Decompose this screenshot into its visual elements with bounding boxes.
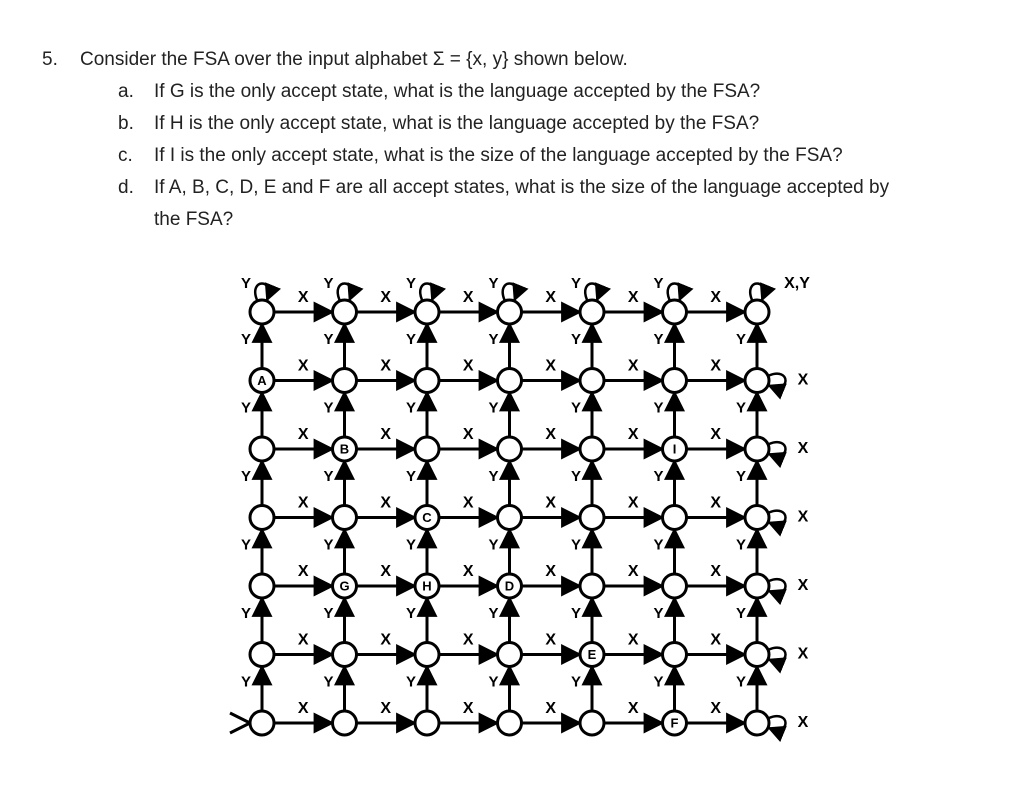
y-transition-label: Y (488, 468, 499, 486)
state (333, 643, 357, 667)
x-self-loop (769, 648, 786, 662)
x-transition-label: X (627, 631, 639, 649)
x-transition-label: X (627, 289, 639, 307)
y-transition-label: Y (323, 605, 334, 623)
x-self-loop-label: X (797, 645, 809, 663)
state (745, 643, 769, 667)
state-f (663, 711, 687, 735)
state (745, 300, 769, 324)
part-d-label: d. (118, 177, 134, 198)
x-transition-label: X (462, 357, 474, 375)
y-self-loop-label: Y (653, 274, 664, 292)
x-transition-label: X (710, 357, 722, 375)
y-transition-label: Y (653, 399, 664, 417)
x-transition-label: X (462, 700, 474, 718)
state (745, 711, 769, 735)
state-circle (250, 300, 274, 324)
y-transition-label: Y (488, 605, 499, 623)
x-self-loop-label: X (797, 508, 809, 526)
x-self-loop-label: X (797, 371, 809, 389)
state (745, 574, 769, 598)
y-self-loop-label: Y (323, 274, 334, 292)
y-transition-label: Y (405, 331, 417, 349)
state-circle (415, 369, 439, 393)
x-transition-label: X (710, 700, 722, 718)
state-circle (745, 300, 769, 324)
state-circle (333, 369, 357, 393)
question-number: 5. (42, 49, 58, 70)
state-circle (745, 574, 769, 598)
state (333, 506, 357, 530)
x-transition-label: X (627, 426, 639, 444)
state (415, 300, 439, 324)
state (745, 437, 769, 461)
part-b-text: If H is the only accept state, what is the language accepted by the FSA? (154, 113, 760, 134)
y-transition-label: Y (488, 331, 499, 349)
state-circle (663, 643, 687, 667)
state-e (580, 643, 604, 667)
state (250, 643, 274, 667)
x-transition-label: X (380, 563, 392, 581)
state-circle (580, 574, 604, 598)
x-self-loop (769, 511, 786, 525)
y-self-loop (668, 284, 682, 301)
y-transition-label: Y (405, 605, 417, 623)
x-transition-label: X (462, 494, 474, 512)
state-label: D (504, 578, 515, 594)
state-circle (663, 506, 687, 530)
part-a-text: If G is the only accept state, what is the language accepted by the FSA? (154, 81, 761, 102)
x-transition-label: X (297, 563, 309, 581)
state-circle (745, 711, 769, 735)
state-circle (745, 437, 769, 461)
state (498, 300, 522, 324)
x-transition-label: X (462, 631, 474, 649)
state-i (663, 437, 687, 461)
x-transition-label: X (710, 631, 722, 649)
state-circle (250, 437, 274, 461)
state (580, 506, 604, 530)
state-label: F (670, 715, 679, 731)
y-transition-label: Y (735, 673, 747, 691)
state-a (250, 369, 274, 393)
y-transition-label: Y (735, 468, 747, 486)
y-transition-label: Y (653, 605, 664, 623)
x-transition-label: X (545, 631, 557, 649)
transition-labels (241, 275, 810, 731)
state-circle (663, 300, 687, 324)
part-b-label: b. (118, 113, 134, 134)
y-self-loop (255, 284, 269, 301)
x-transition-label: X (380, 700, 392, 718)
y-transition-label: Y (405, 536, 417, 554)
state-label: H (422, 578, 432, 594)
state (745, 369, 769, 393)
y-transition-label: Y (240, 536, 252, 554)
question-intro: Consider the FSA over the input alphabet Σ = {x, y} shown below. (80, 49, 628, 70)
x-self-loop (769, 374, 786, 388)
state-circle (333, 711, 357, 735)
state (663, 506, 687, 530)
x-transition-label: X (297, 426, 309, 444)
state (580, 437, 604, 461)
x-self-loop (769, 442, 786, 456)
x-transition-label: X (380, 289, 392, 307)
y-transition-label: Y (240, 331, 252, 349)
y-self-loop (503, 284, 517, 301)
x-transition-label: X (627, 494, 639, 512)
y-transition-label: Y (570, 399, 582, 417)
y-transition-label: Y (735, 331, 747, 349)
x-transition-label: X (462, 289, 474, 307)
state-circle (333, 506, 357, 530)
x-transition-label: X (627, 700, 639, 718)
state (745, 506, 769, 530)
x-transition-label: X (627, 563, 639, 581)
y-transition-label: Y (240, 673, 252, 691)
state (498, 711, 522, 735)
state-label: E (587, 646, 597, 662)
part-d-text-continued: the FSA? (154, 209, 234, 230)
state (333, 369, 357, 393)
state-circle (580, 506, 604, 530)
x-self-loop-label: X (797, 714, 809, 732)
state (663, 643, 687, 667)
x-transition-label: X (627, 357, 639, 375)
state-circle (415, 643, 439, 667)
state-label: A (257, 372, 267, 388)
state-circle (250, 711, 274, 735)
x-transition-label: X (710, 494, 722, 512)
state-circle (663, 574, 687, 598)
x-transition-label: X (297, 700, 309, 718)
y-transition-label: Y (488, 399, 499, 417)
state-circle (250, 574, 274, 598)
state-label: G (339, 578, 350, 594)
state (250, 437, 274, 461)
y-transition-label: Y (653, 331, 664, 349)
state-circle (498, 643, 522, 667)
state (663, 369, 687, 393)
x-transition-label: X (545, 426, 557, 444)
y-self-loop (750, 284, 764, 301)
state-circle (415, 711, 439, 735)
state-circle (580, 437, 604, 461)
x-transition-label: X (380, 494, 392, 512)
x-transition-label: X (710, 426, 722, 444)
x-transition-label: X (462, 426, 474, 444)
state (415, 369, 439, 393)
state-circle (663, 369, 687, 393)
y-transition-label: Y (735, 536, 747, 554)
y-transition-label: Y (488, 673, 499, 691)
state-circle (498, 437, 522, 461)
y-transition-label: Y (323, 468, 334, 486)
y-transition-label: Y (240, 399, 252, 417)
y-self-loop-label: Y (570, 274, 582, 292)
state-circle (333, 300, 357, 324)
x-transition-label: X (545, 494, 557, 512)
y-transition-label: Y (323, 399, 334, 417)
y-self-loop-label: Y (240, 274, 252, 292)
state (415, 437, 439, 461)
y-transition-label: Y (735, 605, 747, 623)
x-transition-label: X (545, 289, 557, 307)
state (250, 574, 274, 598)
y-transition-label: Y (653, 673, 664, 691)
y-transition-label: Y (240, 605, 252, 623)
x-transition-label: X (380, 426, 392, 444)
state (580, 369, 604, 393)
part-c-label: c. (118, 145, 133, 166)
x-self-loop-label: X (797, 440, 809, 458)
state-circle (250, 506, 274, 530)
y-self-loop (420, 284, 434, 301)
y-transition-label: Y (488, 536, 499, 554)
state (250, 711, 274, 735)
x-transition-label: X (380, 631, 392, 649)
state (498, 437, 522, 461)
state-circle (415, 300, 439, 324)
state (333, 300, 357, 324)
state-circle (580, 300, 604, 324)
state (415, 643, 439, 667)
y-transition-label: Y (653, 536, 664, 554)
state (580, 300, 604, 324)
state (415, 711, 439, 735)
state-d (498, 574, 522, 598)
y-self-loop-label: Y (405, 274, 417, 292)
state (333, 711, 357, 735)
state (250, 300, 274, 324)
start-arrow (230, 713, 250, 733)
x-transition-label: X (380, 357, 392, 375)
state-c (415, 506, 439, 530)
y-self-loop-label: Y (488, 274, 499, 292)
x-transition-label: X (462, 563, 474, 581)
part-d-text: If A, B, C, D, E and F are all accept states, what is the size of the language accepted by (154, 177, 890, 198)
state-circle (580, 711, 604, 735)
x-transition-label: X (297, 357, 309, 375)
state (498, 369, 522, 393)
x-self-loop-label: X (797, 577, 809, 595)
x-transition-label: X (710, 289, 722, 307)
state-g (333, 574, 357, 598)
state-circle (745, 369, 769, 393)
x-transition-label: X (297, 494, 309, 512)
x-transition-label: X (297, 289, 309, 307)
x-transition-label: X (545, 357, 557, 375)
x-transition-label: X (545, 700, 557, 718)
state-circle (333, 643, 357, 667)
part-a-label: a. (118, 81, 134, 102)
x-transition-label: X (710, 563, 722, 581)
x-self-loop (769, 579, 786, 593)
state-circle (498, 369, 522, 393)
y-self-loop (338, 284, 352, 301)
state-circle (745, 506, 769, 530)
x-transition-label: X (545, 563, 557, 581)
state-label: C (422, 509, 432, 525)
y-transition-label: Y (405, 399, 417, 417)
state-circle (745, 643, 769, 667)
state (250, 506, 274, 530)
state-label: I (672, 441, 677, 457)
y-transition-label: Y (405, 468, 417, 486)
y-transition-label: Y (570, 468, 582, 486)
state-h (415, 574, 439, 598)
state-circle (498, 506, 522, 530)
y-transition-label: Y (570, 605, 582, 623)
state-circle (580, 369, 604, 393)
state-circle (250, 643, 274, 667)
state-circle (498, 711, 522, 735)
state (580, 711, 604, 735)
y-transition-label: Y (570, 331, 582, 349)
state-b (333, 437, 357, 461)
y-transition-label: Y (323, 331, 334, 349)
y-self-loop (585, 284, 599, 301)
x-transition-label: X (297, 631, 309, 649)
y-transition-label: Y (405, 673, 417, 691)
part-c-text: If I is the only accept state, what is the size of the language accepted by the FSA? (154, 145, 843, 166)
state (663, 300, 687, 324)
y-transition-label: Y (323, 536, 334, 554)
state (498, 506, 522, 530)
y-transition-label: Y (653, 468, 664, 486)
y-transition-label: Y (240, 468, 252, 486)
state-circle (415, 437, 439, 461)
state (498, 643, 522, 667)
y-transition-label: Y (570, 673, 582, 691)
state (580, 574, 604, 598)
y-transition-label: Y (735, 399, 747, 417)
state-label: B (339, 441, 350, 457)
state-circle (498, 300, 522, 324)
sink-loop-label: X,Y (784, 275, 810, 293)
y-transition-label: Y (570, 536, 582, 554)
y-transition-label: Y (323, 673, 334, 691)
state (663, 574, 687, 598)
x-self-loop (769, 716, 786, 730)
